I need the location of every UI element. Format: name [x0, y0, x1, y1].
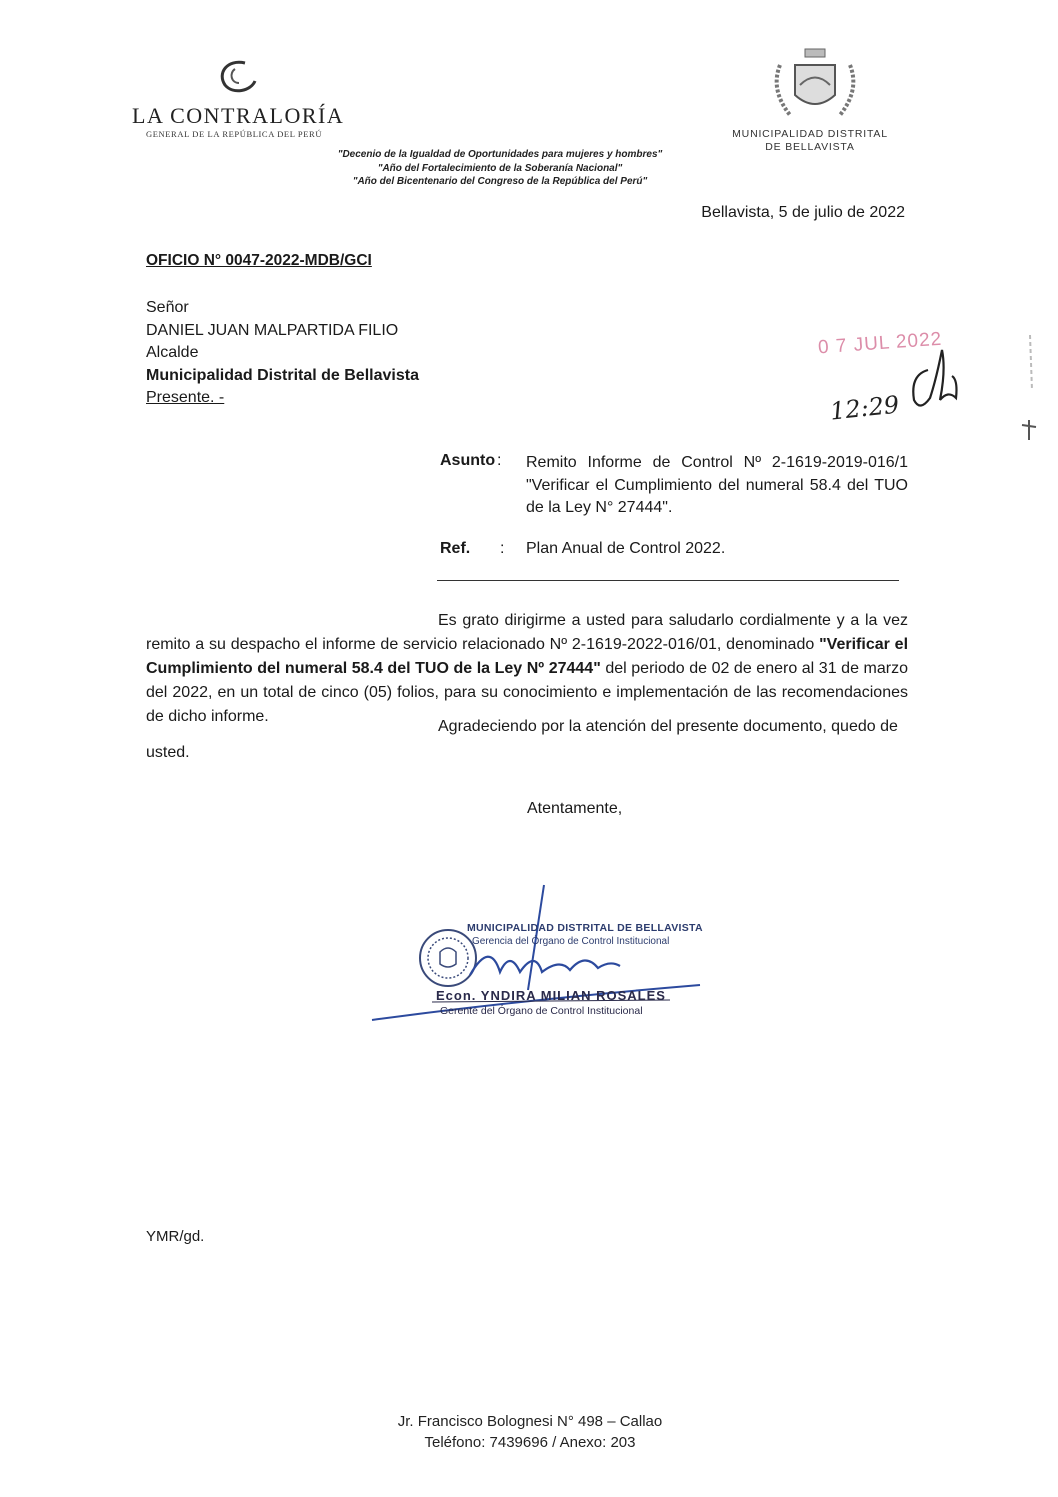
- oficio-number: OFICIO N° 0047-2022-MDB/GCI: [146, 252, 372, 269]
- signatory-name: Econ. YNDIRA MILIAN ROSALES: [436, 988, 666, 1003]
- addressee-name: DANIEL JUAN MALPARTIDA FILIO: [146, 321, 399, 339]
- separator-line: [437, 580, 899, 581]
- body-text-c: del periodo de 02 de enero al 31 de marzo del 2022, en un total de cinco (05) folios, para su conocimiento e implementación de las recomendaciones de dicho informe.: [146, 660, 908, 725]
- contraloria-logo-icon: [205, 55, 265, 104]
- motto-1: "Decenio de la Igualdad de Oportunidades para mujeres y hombres": [337, 149, 663, 160]
- footer: [350, 1411, 710, 1453]
- muni-line-1: MUNICIPALIDAD DISTRITAL: [732, 128, 888, 140]
- signatory-title: Gerente del Órgano de Control Institucional: [440, 1005, 643, 1017]
- usted-line: usted.: [146, 744, 190, 761]
- body-report-title: "Verificar el Cumplimiento del numeral 58.4 del TUO de la Ley Nº 27444": [146, 636, 909, 677]
- salutation: Señor: [146, 299, 189, 316]
- received-initials-icon: [900, 340, 970, 425]
- presente: Presente. -: [146, 389, 225, 406]
- muni-line-2: DE BELLAVISTA: [765, 141, 855, 153]
- footer-address: Jr. Francisco Bolognesi N° 498 – Callao: [397, 1413, 663, 1430]
- asunto-text: Remito Informe de Control Nº 2-1619-2019-016/1 "Verificar el Cumplimiento del numeral 58.4 del TUO de la Ley N° 27444".: [526, 454, 908, 516]
- municipal-crest-icon: [760, 45, 870, 130]
- closing: Atentamente,: [527, 800, 623, 817]
- thanks-line: Agradeciendo por la atención del presente documento, quedo de: [438, 718, 898, 735]
- margin-annotation-icon: [1010, 330, 1050, 475]
- motto-3: "Año del Bicentenario del Congreso de la República del Perú": [352, 176, 648, 187]
- letter-date: Bellavista, 5 de julio de 2022: [701, 204, 905, 221]
- addressee-entity: Municipalidad Distrital de Bellavista: [146, 366, 419, 384]
- footer-phone: Teléfono: 7439696 / Anexo: 203: [424, 1434, 636, 1451]
- asunto-label: Asunto: [440, 452, 496, 469]
- reception-time: 12:29: [828, 390, 901, 426]
- asunto-colon: :: [497, 452, 502, 469]
- reception-date-stamp: 0 7 JUL 2022: [817, 328, 943, 359]
- addressee-role: Alcalde: [146, 344, 199, 361]
- signature-stamp-office: Gerencia del Órgano de Control Institucional: [472, 936, 670, 947]
- org-subtitle: GENERAL DE LA REPÚBLICA DEL PERÚ: [146, 129, 323, 139]
- body-paragraph: [146, 609, 908, 729]
- signature-stamp-entity: MUNICIPALIDAD DISTRITAL DE BELLAVISTA: [467, 922, 703, 934]
- motto-2: "Año del Fortalecimiento de la Soberanía Nacional": [377, 162, 623, 174]
- ref-text: Plan Anual de Control 2022.: [526, 540, 726, 557]
- ref-label: Ref.: [440, 540, 471, 557]
- municipality-name: [720, 128, 900, 154]
- reference-initials: YMR/gd.: [146, 1228, 205, 1245]
- year-mottos: [300, 148, 700, 189]
- body-text-a: Es grato dirigirme a usted para saludarlo cordialmente y a la vez remito a su despacho el informe de servicio relacionado Nº 2-1619-2022-016/01, denominado: [146, 612, 908, 653]
- addressee-block: [146, 297, 419, 410]
- org-title: LA CONTRALORÍA: [132, 103, 345, 128]
- ref-colon: :: [500, 540, 505, 557]
